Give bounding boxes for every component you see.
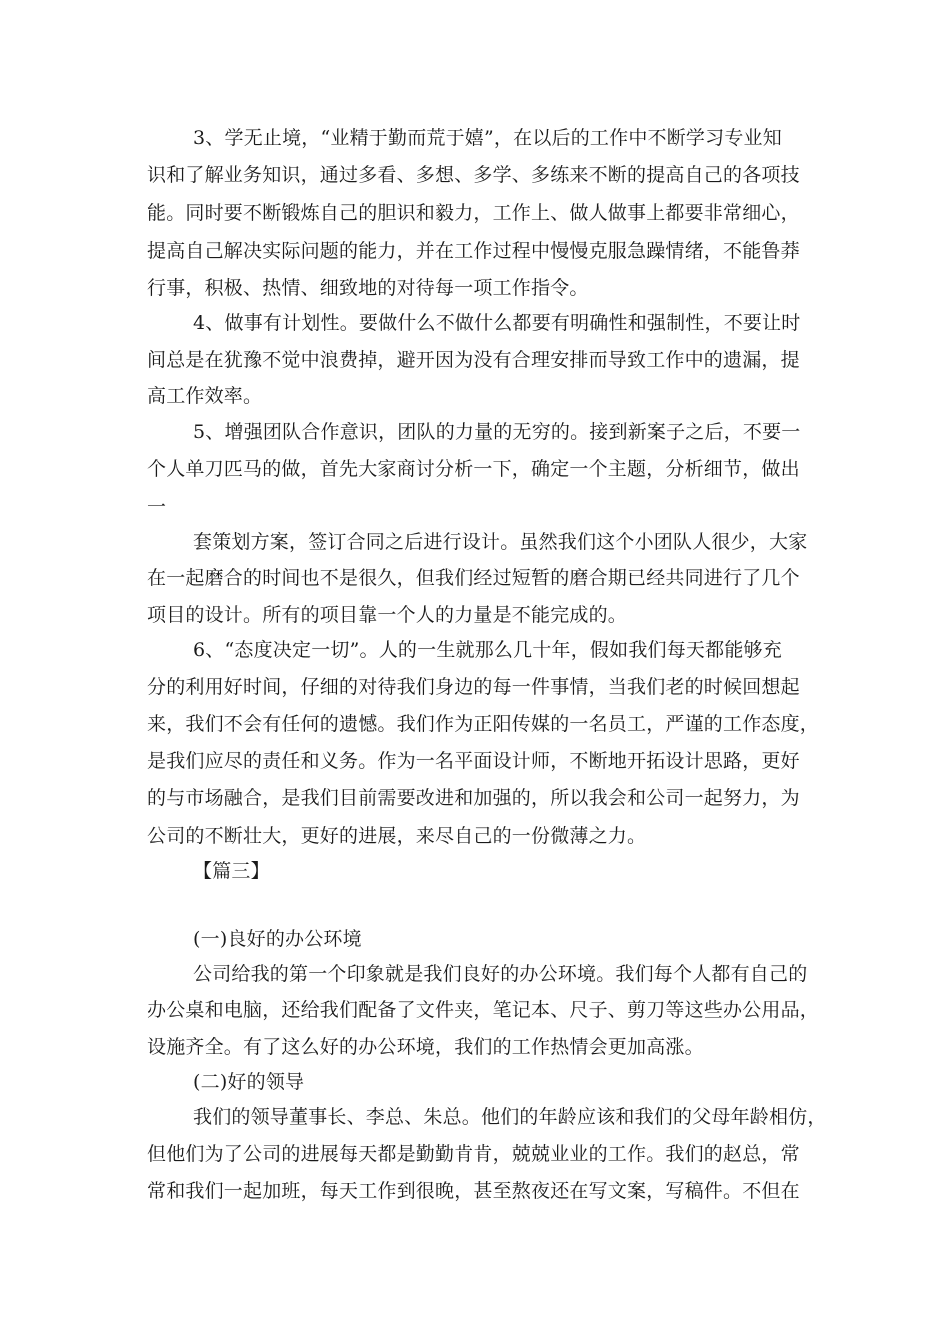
text-line: 办公桌和电脑，还给我们配备了文件夹，笔记本、尺子、剪刀等这些办公用品， (147, 999, 820, 1021)
text-line: 4、做事有计划性。要做什么不做什么都要有明确性和强制性，不要让时 (193, 312, 801, 334)
text-line: 分的利用好时间，仔细的对待我们身边的每一件事情，当我们老的时候回想起 (147, 676, 800, 698)
text-line: 高工作效率。 (147, 385, 263, 407)
text-line: 识和了解业务知识，通过多看、多想、多学、多练来不断的提高自己的各项技 (147, 164, 800, 186)
text-line: 能。同时要不断锻炼自己的胆识和毅力，工作上、做人做事上都要非常细心， (147, 202, 800, 224)
text-line: 套策划方案，签订合同之后进行设计。虽然我们这个小团队人很少，大家 (193, 531, 808, 553)
text-line: 常和我们一起加班，每天工作到很晚，甚至熬夜还在写文案，写稿件。不但在 (147, 1180, 800, 1202)
text-line: (二)好的领导 (193, 1071, 305, 1093)
text-line: 行事，积极、热情、细致地的对待每一项工作指令。 (147, 277, 589, 299)
text-line: 间总是在犹豫不觉中浪费掉，避开因为没有合理安排而导致工作中的遗漏，提 (147, 349, 800, 371)
text-line: 5、增强团队合作意识，团队的力量的无穷的。接到新案子之后，不要一 (193, 421, 801, 443)
section-heading: 【篇三】 (193, 860, 270, 882)
text-line: 公司的不断壮大，更好的进展，来尽自己的一份微薄之力。 (147, 825, 647, 847)
text-line: 是我们应尽的责任和义务。作为一名平面设计师，不断地开拓设计思路，更好 (147, 750, 800, 772)
text-line: 的与市场融合，是我们目前需要改进和加强的，所以我会和公司一起努力，为 (147, 787, 800, 809)
text-line: 在一起磨合的时间也不是很久，但我们经过短暂的磨合期已经共同进行了几个 (147, 567, 800, 589)
text-line: 来，我们不会有任何的遗憾。我们作为正阳传媒的一名员工，严谨的工作态度， (147, 713, 820, 735)
text-line: 个人单刀匹马的做，首先大家商讨分析一下，确定一个主题，分析细节，做出 (147, 458, 800, 480)
text-line: (一)良好的办公环境 (193, 928, 362, 950)
text-line: 项目的设计。所有的项目靠一个人的力量是不能完成的。 (147, 604, 628, 626)
text-line: 一 (147, 496, 167, 518)
text-line: 公司给我的第一个印象就是我们良好的办公环境。我们每个人都有自己的 (193, 963, 808, 985)
text-line: 6、“态度决定一切”。人的一生就那么几十年，假如我们每天都能够充 (193, 639, 782, 661)
text-line: 设施齐全。有了这么好的办公环境，我们的工作热情会更加高涨。 (147, 1036, 704, 1058)
text-line: 但他们为了公司的进展每天都是勤勤肯肯，兢兢业业的工作。我们的赵总，常 (147, 1143, 800, 1165)
text-line: 提高自己解决实际问题的能力，并在工作过程中慢慢克服急躁情绪，不能鲁莽 (147, 240, 800, 262)
text-line: 我们的领导董事长、李总、朱总。他们的年龄应该和我们的父母年龄相仿， (193, 1106, 827, 1128)
text-line: 3、学无止境，“业精于勤而荒于嬉”，在以后的工作中不断学习专业知 (193, 127, 782, 149)
